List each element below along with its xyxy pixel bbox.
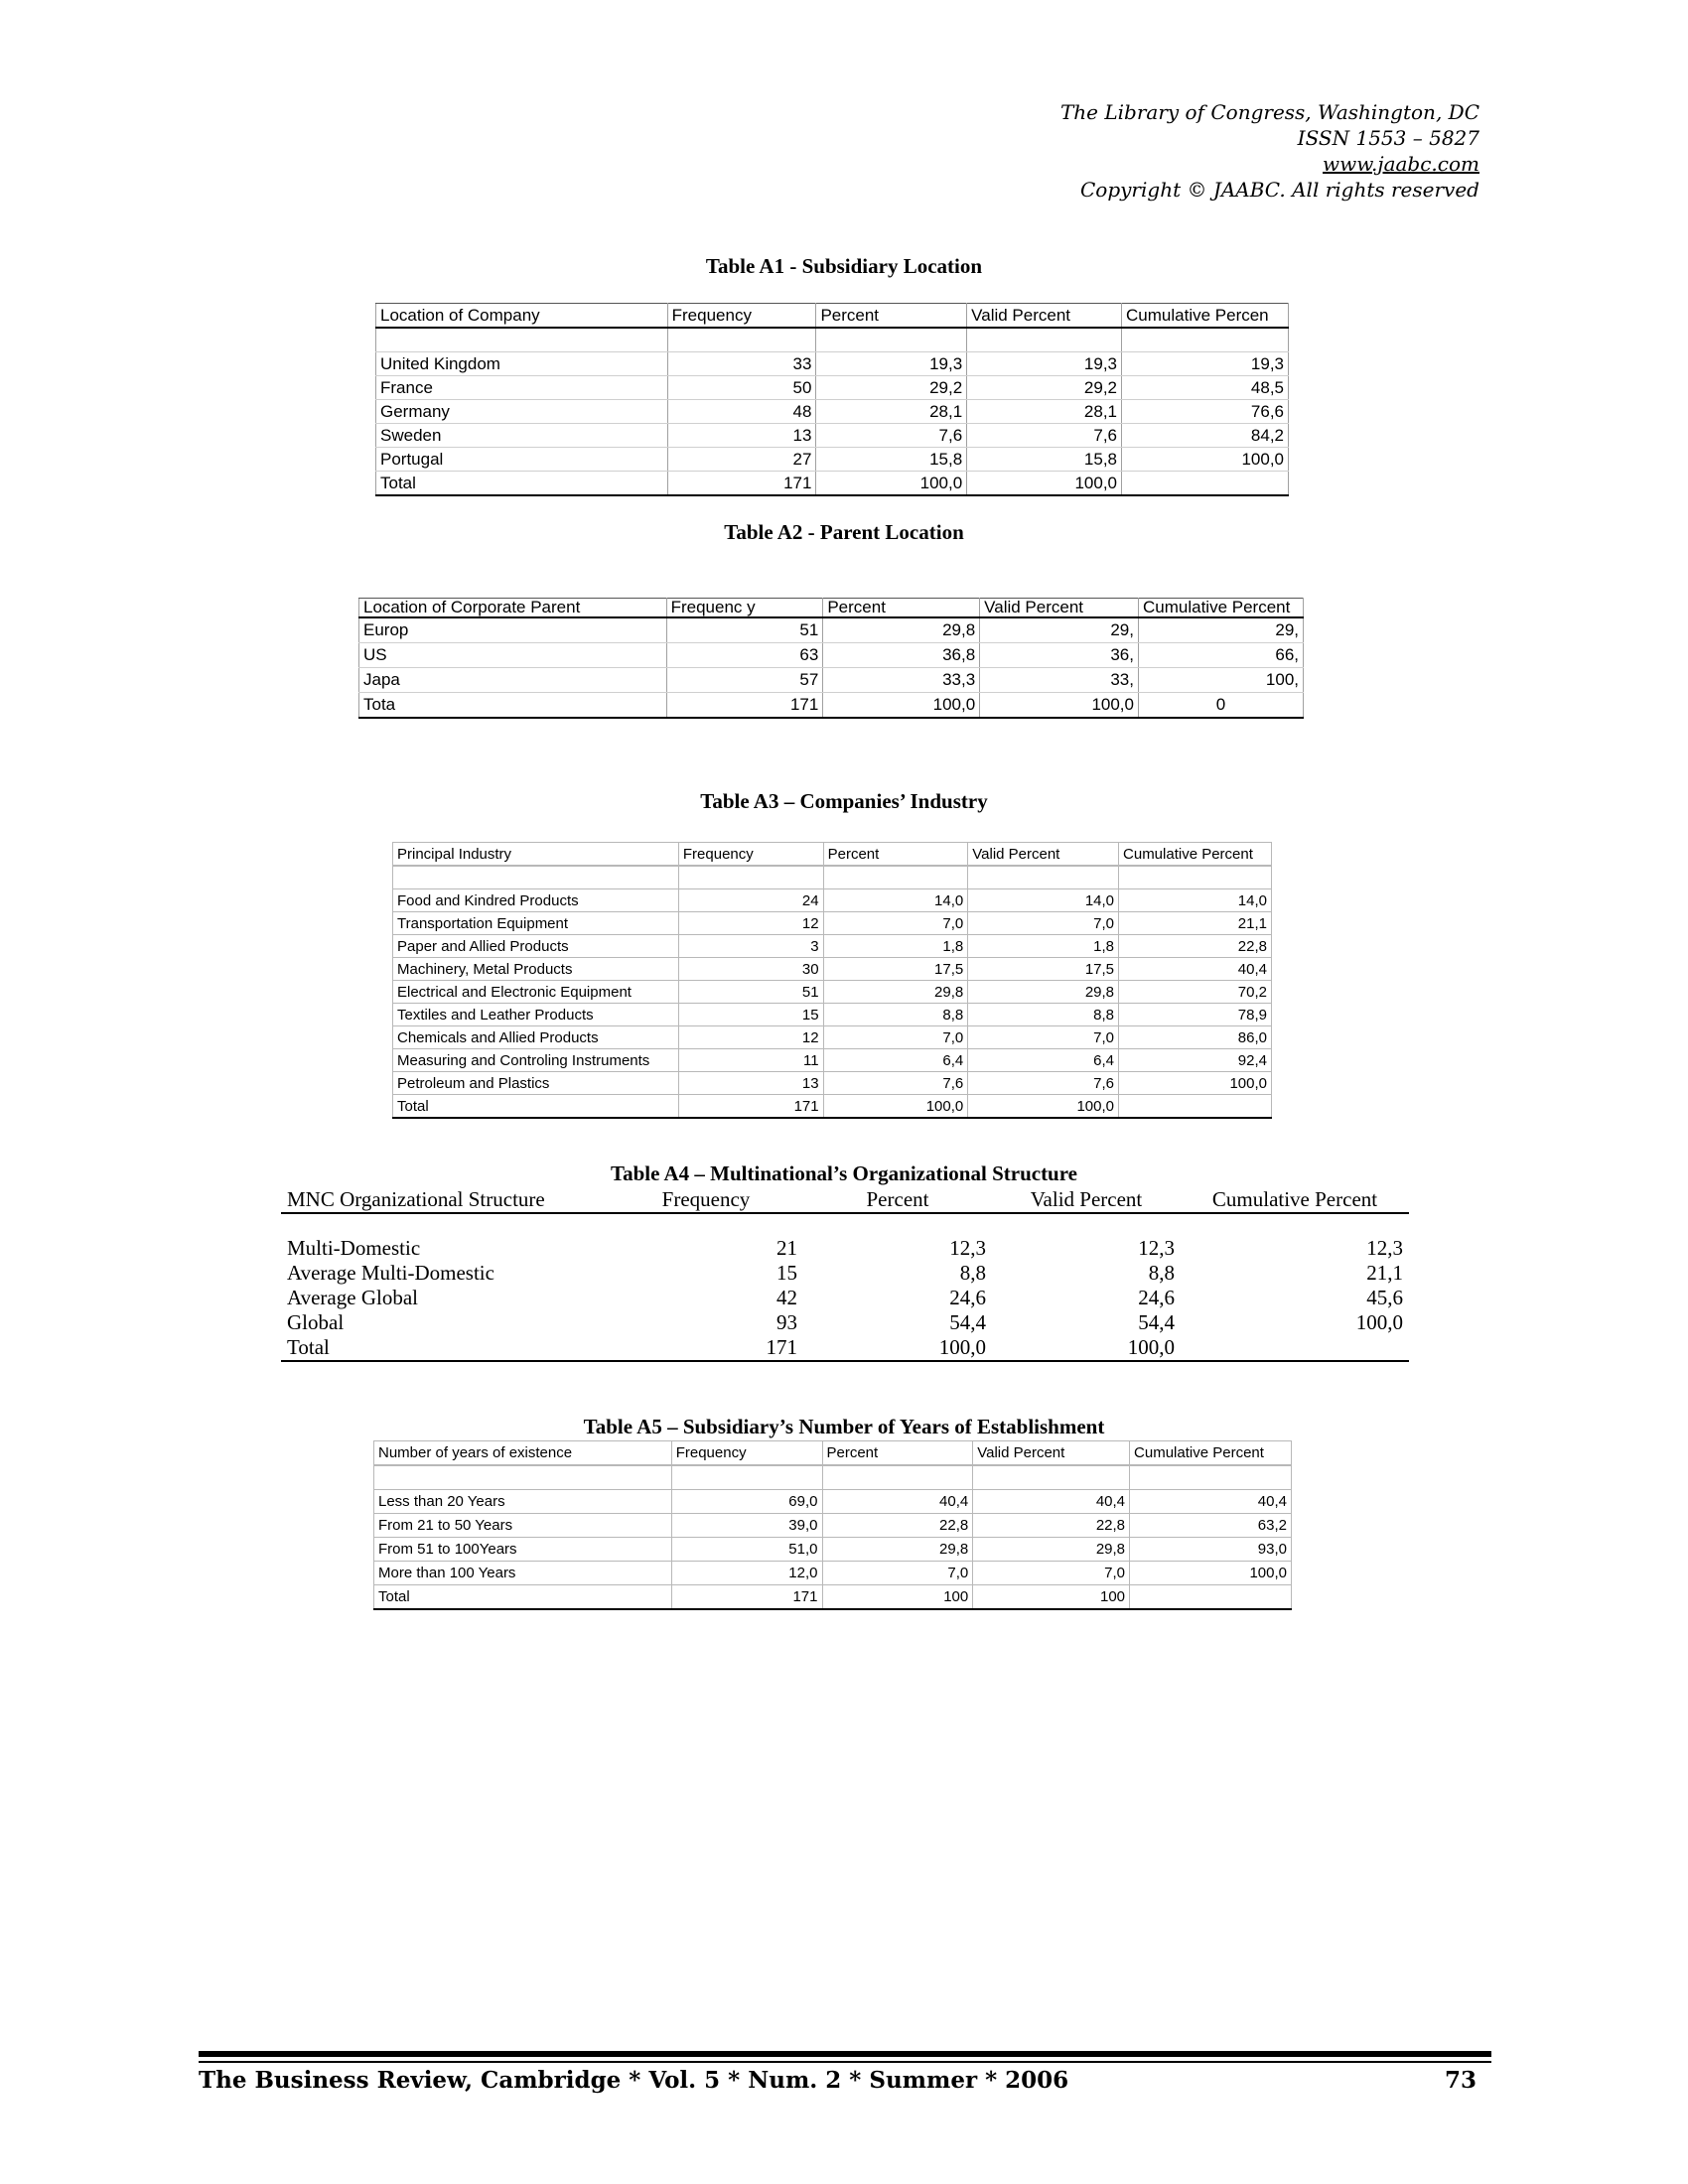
table-cell: 171 xyxy=(609,1335,803,1361)
table-cell: 100, xyxy=(1138,668,1303,693)
col-percent: Percent xyxy=(823,599,980,618)
table-cell: 100,0 xyxy=(992,1335,1181,1361)
table-row xyxy=(374,1490,1292,1514)
table-a4-title: Table A4 – Multinational’s Organizational Structure xyxy=(611,1161,1077,1185)
table-cell: 100,0 xyxy=(803,1335,992,1361)
table-cell: 19,3 xyxy=(816,352,967,376)
table-cell: Japa xyxy=(359,668,667,693)
table-cell: 100,0 xyxy=(1122,448,1289,472)
table-cell xyxy=(1122,472,1289,496)
table-cell: 19,3 xyxy=(967,352,1122,376)
table-cell: 51 xyxy=(678,981,823,1004)
table-cell: 171 xyxy=(666,693,823,719)
table-cell: 100,0 xyxy=(980,693,1139,719)
table-a3-title: Table A3 – Companies’ Industry xyxy=(700,789,988,813)
table-cell: US xyxy=(359,643,667,668)
table-cell: 8,8 xyxy=(1148,1261,1175,1285)
table-a5-title: Table A5 – Subsidiary’s Number of Years of Establishment xyxy=(583,1415,1105,1438)
table-cell: 0 xyxy=(1138,693,1303,719)
table-cell: 6,4 xyxy=(823,1049,968,1072)
table-cell: 63,2 xyxy=(1130,1514,1292,1538)
table-cell: 28,1 xyxy=(816,400,967,424)
table-cell: 42 xyxy=(776,1286,797,1309)
total-row xyxy=(359,693,1304,719)
page-number: 73 xyxy=(1445,2067,1477,2094)
table-a2-title: Table A2 - Parent Location xyxy=(724,520,964,544)
table-cell: 36, xyxy=(980,643,1139,668)
table-cell: 24,6 xyxy=(949,1286,986,1309)
table-cell: 29,8 xyxy=(968,981,1119,1004)
table-cell: 29,8 xyxy=(823,617,980,643)
table-cell: Transportation Equipment xyxy=(393,912,679,935)
col-percent: Percent xyxy=(816,304,967,329)
table-cell: 7,6 xyxy=(816,424,967,448)
table-cell: 29,8 xyxy=(973,1538,1130,1562)
table-cell: 100,0 xyxy=(816,472,967,496)
table-a3 xyxy=(392,842,1272,1119)
table-cell: Multi-Domestic xyxy=(287,1236,421,1260)
footer-rule-thick xyxy=(199,2051,1491,2057)
table-cell xyxy=(1181,1335,1409,1361)
table-cell: 171 xyxy=(667,472,816,496)
table-cell: 7,0 xyxy=(968,1026,1119,1049)
table-row xyxy=(374,1562,1292,1585)
table-cell: 29,2 xyxy=(816,376,967,400)
total-row xyxy=(281,1335,1409,1361)
col-frequency: Frequency xyxy=(678,843,823,867)
table-cell: 30 xyxy=(678,958,823,981)
total-row xyxy=(393,1095,1272,1119)
table-row xyxy=(281,1310,1409,1335)
table-cell: Food and Kindred Products xyxy=(393,889,679,912)
table-row xyxy=(393,935,1272,958)
table-cell: Tota xyxy=(359,693,667,719)
table-cell: 12,0 xyxy=(671,1562,822,1585)
table-cell: 17,5 xyxy=(823,958,968,981)
table-row xyxy=(393,1004,1272,1026)
table-cell: 39,0 xyxy=(671,1514,822,1538)
table-cell: 86,0 xyxy=(1119,1026,1272,1049)
table-cell: 13 xyxy=(678,1072,823,1095)
table-cell: Paper and Allied Products xyxy=(393,935,679,958)
table-cell: 12,3 xyxy=(1138,1236,1175,1260)
table-cell: Total xyxy=(374,1585,672,1610)
table-cell: 29,8 xyxy=(822,1538,973,1562)
table-cell: 78,9 xyxy=(1119,1004,1272,1026)
table-cell: 48 xyxy=(667,400,816,424)
table-a4 xyxy=(281,1186,1409,1362)
col-valid-percent: Valid Percent xyxy=(968,843,1119,867)
table-cell: 24,6 xyxy=(1138,1286,1175,1309)
table-cell: 63 xyxy=(666,643,823,668)
col-cumulative-percent: Cumulative Percent xyxy=(1181,1186,1409,1213)
table-cell: 3 xyxy=(678,935,823,958)
footer-rule-thin xyxy=(199,2061,1491,2063)
table-cell: 7,0 xyxy=(823,1026,968,1049)
table-cell: 84,2 xyxy=(1122,424,1289,448)
table-cell: 12 xyxy=(678,912,823,935)
table-cell: 12 xyxy=(678,1026,823,1049)
table-cell: 15,8 xyxy=(816,448,967,472)
table-row xyxy=(393,1026,1272,1049)
table-cell: 100,0 xyxy=(1130,1562,1292,1585)
table-cell: 100,0 xyxy=(1355,1310,1403,1334)
table-cell: 8,8 xyxy=(823,1004,968,1026)
table-header-row xyxy=(359,599,1304,618)
header-issn: ISSN 1553 – 5827 xyxy=(1297,126,1479,150)
table-cell: Total xyxy=(393,1095,679,1119)
table-row xyxy=(281,1261,1409,1286)
table-cell: Textiles and Leather Products xyxy=(393,1004,679,1026)
table-cell: 6,4 xyxy=(968,1049,1119,1072)
table-cell: Average Global xyxy=(287,1286,418,1309)
table-a5 xyxy=(373,1440,1292,1610)
table-cell: 7,0 xyxy=(822,1562,973,1585)
table-cell: 100,0 xyxy=(823,693,980,719)
table-cell: 22,8 xyxy=(973,1514,1130,1538)
table-cell: 40,4 xyxy=(822,1490,973,1514)
table-cell: 15 xyxy=(678,1004,823,1026)
table-cell: 93 xyxy=(776,1310,797,1334)
table-cell: More than 100 Years xyxy=(374,1562,672,1585)
col-percent: Percent xyxy=(803,1186,992,1213)
table-cell: 45,6 xyxy=(1366,1286,1403,1309)
table-cell: Global xyxy=(287,1310,345,1334)
table-row xyxy=(376,400,1289,424)
col-valid-percent: Valid Percent xyxy=(992,1186,1181,1213)
table-cell: Chemicals and Allied Products xyxy=(393,1026,679,1049)
table-cell: 17,5 xyxy=(968,958,1119,981)
table-row xyxy=(374,1538,1292,1562)
header-copyright: Copyright © JAABC. All rights reserved xyxy=(1079,178,1479,202)
col-location: Location of Company xyxy=(376,304,668,329)
table-row xyxy=(374,1514,1292,1538)
table-cell: 22,8 xyxy=(822,1514,973,1538)
table-cell: 54,4 xyxy=(949,1310,986,1334)
table-cell: 27 xyxy=(667,448,816,472)
table-cell: 12,3 xyxy=(949,1236,986,1260)
table-cell: 14,0 xyxy=(968,889,1119,912)
table-cell: United Kingdom xyxy=(376,352,668,376)
table-cell: 8,8 xyxy=(968,1004,1119,1026)
table-cell: Total xyxy=(376,472,668,496)
table-row xyxy=(376,352,1289,376)
table-row xyxy=(393,1049,1272,1072)
col-frequency: Frequency xyxy=(671,1441,822,1466)
table-cell: 57 xyxy=(666,668,823,693)
table-cell: 54,4 xyxy=(1138,1310,1175,1334)
table-cell: Less than 20 Years xyxy=(374,1490,672,1514)
table-cell: 29,2 xyxy=(967,376,1122,400)
table-cell: 51 xyxy=(666,617,823,643)
table-cell: 36,8 xyxy=(823,643,980,668)
table-cell: 7,0 xyxy=(968,912,1119,935)
table-cell: 24 xyxy=(678,889,823,912)
table-cell: 100 xyxy=(973,1585,1130,1610)
table-cell: 29, xyxy=(1138,617,1303,643)
table-cell: 171 xyxy=(671,1585,822,1610)
running-header xyxy=(1060,99,1479,203)
table-row xyxy=(359,668,1304,693)
table-cell: 11 xyxy=(678,1049,823,1072)
table-cell: 50 xyxy=(667,376,816,400)
table-cell: 33, xyxy=(980,668,1139,693)
table-cell: 48,5 xyxy=(1122,376,1289,400)
table-cell: 40,4 xyxy=(973,1490,1130,1514)
col-frequency: Frequency xyxy=(609,1186,803,1213)
table-cell: France xyxy=(376,376,668,400)
table-row xyxy=(376,424,1289,448)
table-cell: Sweden xyxy=(376,424,668,448)
table-cell: 21 xyxy=(776,1236,797,1260)
col-frequency: Frequenc y xyxy=(666,599,823,618)
total-row xyxy=(374,1585,1292,1610)
table-cell: 7,6 xyxy=(967,424,1122,448)
table-cell: 7,0 xyxy=(823,912,968,935)
table-cell: 21,1 xyxy=(1366,1261,1403,1285)
table-row xyxy=(359,617,1304,643)
table-row xyxy=(281,1236,1409,1261)
table-cell: 100,0 xyxy=(968,1095,1119,1119)
table-cell: Electrical and Electronic Equipment xyxy=(393,981,679,1004)
footer-journal: The Business Review, Cambridge * Vol. 5 * Num. 2 * Summer * 2006 xyxy=(199,2067,1069,2094)
spacer-row xyxy=(376,328,1289,352)
table-cell: 51,0 xyxy=(671,1538,822,1562)
table-cell: 100 xyxy=(822,1585,973,1610)
table-cell: Germany xyxy=(376,400,668,424)
table-cell: 7,6 xyxy=(823,1072,968,1095)
table-cell: 21,1 xyxy=(1119,912,1272,935)
table-row xyxy=(393,981,1272,1004)
table-cell: 29,8 xyxy=(823,981,968,1004)
table-cell: Portugal xyxy=(376,448,668,472)
table-cell: 70,2 xyxy=(1119,981,1272,1004)
col-mnc-structure: MNC Organizational Structure xyxy=(281,1186,609,1213)
table-cell: 8,8 xyxy=(959,1261,986,1285)
table-a1-title: Table A1 - Subsidiary Location xyxy=(705,254,983,278)
table-cell: 1,8 xyxy=(823,935,968,958)
table-cell xyxy=(1119,1095,1272,1119)
table-cell: 14,0 xyxy=(1119,889,1272,912)
col-principal-industry: Principal Industry xyxy=(393,843,679,867)
col-cumulative-percent: Cumulative Percent xyxy=(1138,599,1303,618)
table-cell: 40,4 xyxy=(1119,958,1272,981)
total-row xyxy=(376,472,1289,496)
col-cumulative-percent: Cumulative Percen xyxy=(1122,304,1289,329)
col-years-of-existence: Number of years of existence xyxy=(374,1441,672,1466)
table-cell: Petroleum and Plastics xyxy=(393,1072,679,1095)
table-cell: 13 xyxy=(667,424,816,448)
table-cell: 7,0 xyxy=(973,1562,1130,1585)
table-a2 xyxy=(358,598,1304,719)
table-header-row xyxy=(281,1186,1409,1213)
table-a1 xyxy=(375,303,1289,496)
table-cell: 19,3 xyxy=(1122,352,1289,376)
table-cell: 12,3 xyxy=(1366,1236,1403,1260)
table-row xyxy=(281,1286,1409,1310)
table-cell: Average Multi-Domestic xyxy=(287,1261,494,1285)
table-cell: Measuring and Controling Instruments xyxy=(393,1049,679,1072)
table-cell: Total xyxy=(281,1335,609,1361)
table-cell: 100,0 xyxy=(823,1095,968,1119)
table-header-row xyxy=(376,304,1289,329)
table-cell: 29, xyxy=(980,617,1139,643)
table-cell: From 21 to 50 Years xyxy=(374,1514,672,1538)
table-row xyxy=(376,376,1289,400)
table-cell: 40,4 xyxy=(1130,1490,1292,1514)
col-cumulative-percent: Cumulative Percent xyxy=(1119,843,1272,867)
spacer-row xyxy=(281,1213,1409,1236)
table-cell: 28,1 xyxy=(967,400,1122,424)
table-row xyxy=(393,889,1272,912)
spacer-row xyxy=(374,1465,1292,1490)
table-row xyxy=(393,958,1272,981)
header-website-link[interactable]: www.jaabc.com xyxy=(1323,152,1479,176)
col-percent: Percent xyxy=(823,843,968,867)
table-row xyxy=(359,643,1304,668)
table-cell: 33 xyxy=(667,352,816,376)
table-cell: From 51 to 100Years xyxy=(374,1538,672,1562)
table-cell: 7,6 xyxy=(968,1072,1119,1095)
table-cell: 93,0 xyxy=(1130,1538,1292,1562)
table-cell: 15 xyxy=(776,1261,797,1285)
col-cumulative-percent: Cumulative Percent xyxy=(1130,1441,1292,1466)
table-row xyxy=(393,1072,1272,1095)
table-cell: 69,0 xyxy=(671,1490,822,1514)
table-cell: 171 xyxy=(678,1095,823,1119)
header-library: The Library of Congress, Washington, DC xyxy=(1059,100,1479,124)
table-cell: Europ xyxy=(359,617,667,643)
table-row xyxy=(393,912,1272,935)
table-cell: 92,4 xyxy=(1119,1049,1272,1072)
table-cell: 22,8 xyxy=(1119,935,1272,958)
table-cell: 66, xyxy=(1138,643,1303,668)
table-header-row xyxy=(393,843,1272,867)
table-cell: 1,8 xyxy=(968,935,1119,958)
col-valid-percent: Valid Percent xyxy=(973,1441,1130,1466)
col-valid-percent: Valid Percent xyxy=(967,304,1122,329)
table-cell: Machinery, Metal Products xyxy=(393,958,679,981)
table-cell: 15,8 xyxy=(967,448,1122,472)
table-header-row xyxy=(374,1441,1292,1466)
table-cell: 100,0 xyxy=(1119,1072,1272,1095)
table-cell: 100,0 xyxy=(967,472,1122,496)
table-cell: 76,6 xyxy=(1122,400,1289,424)
col-valid-percent: Valid Percent xyxy=(980,599,1139,618)
col-frequency: Frequency xyxy=(667,304,816,329)
table-row xyxy=(376,448,1289,472)
col-location: Location of Corporate Parent xyxy=(359,599,667,618)
spacer-row xyxy=(393,866,1272,889)
table-cell: 14,0 xyxy=(823,889,968,912)
table-cell xyxy=(1130,1585,1292,1610)
table-cell: 33,3 xyxy=(823,668,980,693)
col-percent: Percent xyxy=(822,1441,973,1466)
